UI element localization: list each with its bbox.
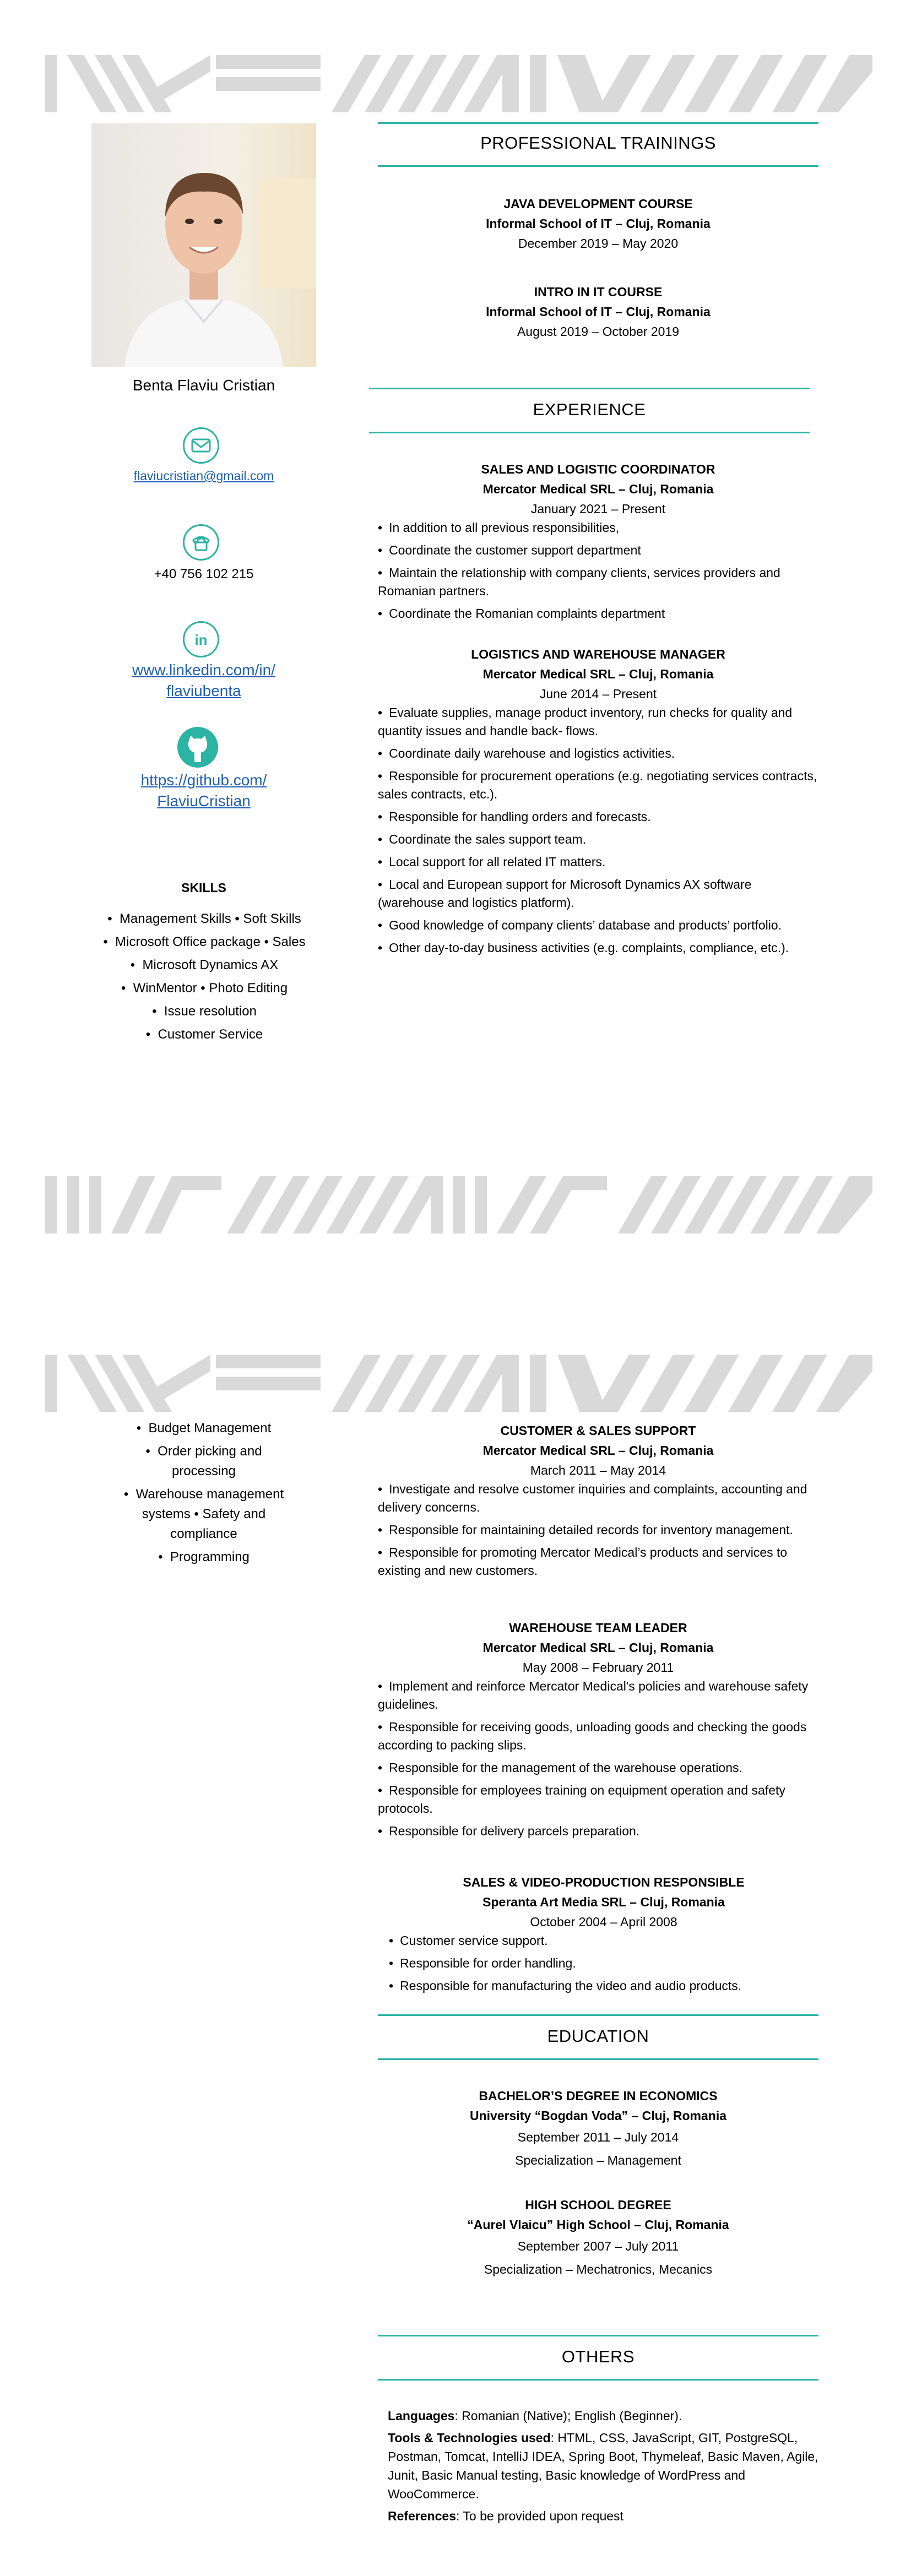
education-school: University “Bogdan Voda” – Cluj, Romania xyxy=(469,2108,727,2123)
education-degree: HIGH SCHOOL DEGREE xyxy=(525,2198,671,2212)
job-bullet: • Good knowledge of company clients’ database and products’ portfolio. xyxy=(378,916,818,934)
education-specialization: Specialization – Management xyxy=(515,2153,681,2167)
skill-line: systems • Safety and xyxy=(142,1507,266,1521)
job-bullet: • Responsible for maintaining detailed records for inventory management. xyxy=(378,1521,818,1539)
job-title: LOGISTICS AND WAREHOUSE MANAGER xyxy=(471,647,725,661)
skills-title: SKILLS xyxy=(181,881,226,895)
trainings-rule-bottom xyxy=(378,165,818,167)
email-icon xyxy=(183,427,219,464)
svg-text:in: in xyxy=(194,632,208,648)
experience-rule-top xyxy=(369,388,810,389)
decorative-band-page2 xyxy=(45,1355,872,1412)
email-link[interactable]: flaviucristian@gmail.com xyxy=(133,469,274,483)
job-company: Mercator Medical SRL – Cluj, Romania xyxy=(482,1443,714,1458)
skill-line: • Order picking and xyxy=(145,1444,262,1459)
training-dates: August 2019 – October 2019 xyxy=(517,324,680,339)
training-org: Informal School of IT – Cluj, Romania xyxy=(486,216,711,231)
languages-label: Languages xyxy=(388,2409,455,2423)
experience-rule-bottom xyxy=(369,432,810,433)
job-bullet: • Coordinate the Romanian complaints department xyxy=(378,605,818,623)
job-bullet: • Responsible for the management of the warehouse operations. xyxy=(378,1759,818,1777)
education-dates: September 2011 – July 2014 xyxy=(517,2130,679,2144)
others-title: OTHERS xyxy=(561,2347,635,2366)
job-company: Speranta Art Media SRL – Cluj, Romania xyxy=(482,1895,725,1909)
job-bullet: • Responsible for handling orders and forecasts. xyxy=(378,808,818,826)
education-rule-top xyxy=(378,2014,818,2016)
job-company: Mercator Medical SRL – Cluj, Romania xyxy=(482,482,714,496)
job-title: SALES AND LOGISTIC COORDINATOR xyxy=(481,462,715,476)
job-bullet: • Coordinate daily warehouse and logistics activities. xyxy=(378,744,818,763)
tools-label: Tools & Technologies used xyxy=(388,2431,551,2445)
github-link-line2: FlaviuCristian xyxy=(157,792,251,809)
job-bullet: • Customer service support. xyxy=(389,1932,818,1950)
job-title: WAREHOUSE TEAM LEADER xyxy=(509,1621,687,1635)
training-title: JAVA DEVELOPMENT COURSE xyxy=(503,197,693,211)
education-dates: September 2007 – July 2011 xyxy=(517,2239,679,2253)
job-title: CUSTOMER & SALES SUPPORT xyxy=(500,1423,696,1438)
job-bullet: • Responsible for delivery parcels preparation. xyxy=(378,1822,818,1840)
job-bullet: • Responsible for order handling. xyxy=(389,1954,818,1972)
job-bullet: • In addition to all previous responsibilities, xyxy=(378,519,818,537)
linkedin-link[interactable] xyxy=(91,660,316,702)
job-bullet: • Investigate and resolve customer inquiries and complaints, accounting and delivery concerns. xyxy=(378,1480,818,1517)
job-entry xyxy=(389,1872,818,1999)
education-school: “Aurel Vlaicu” High School – Cluj, Romania xyxy=(467,2218,729,2232)
skill-line: • WinMentor • Photo Editing xyxy=(121,981,288,996)
job-bullet: • Evaluate supplies, manage product inventory, run checks for quality and quantity issues and handle back- flows. xyxy=(378,704,818,740)
skill-line: • Microsoft Dynamics AX xyxy=(130,958,279,972)
education-rule-bottom xyxy=(378,2058,818,2060)
skill-line: • Customer Service xyxy=(145,1027,263,1042)
job-bullet: • Implement and reinforce Mercator Medical's policies and warehouse safety guidelines. xyxy=(378,1677,818,1714)
github-icon xyxy=(176,726,219,769)
person-name: Benta Flaviu Cristian xyxy=(132,377,275,394)
references-line xyxy=(388,2507,823,2525)
tools-value: : HTML, CSS, JavaScript, GIT, PostgreSQL, Postman, Tomcat, IntelliJ IDEA, Spring Boot, Thymeleaf, Basic Maven, Agile, Junit, Basic Manual testing, Basic knowledge of WordPress and WooCommerce. xyxy=(388,2431,818,2501)
job-bullet: • Responsible for receiving goods, unloading goods and checking the goods according to packing slips. xyxy=(378,1718,818,1754)
training-item xyxy=(378,194,818,253)
trainings-title: PROFESSIONAL TRAININGS xyxy=(480,133,716,153)
references-label: References xyxy=(388,2509,457,2523)
job-entry xyxy=(378,1618,818,1845)
job-bullet: • Other day-to-day business activities (e.g. complaints, compliance, etc.). xyxy=(378,939,818,957)
training-title: INTRO IN IT COURSE xyxy=(534,285,663,299)
skills-list-continued xyxy=(91,1419,316,1567)
job-entry xyxy=(378,644,818,961)
github-link[interactable] xyxy=(91,770,316,812)
job-bullet: • Responsible for manufacturing the video and audio products. xyxy=(389,1977,818,1995)
job-bullet: • Maintain the relationship with company clients, services providers and Romanian partners. xyxy=(378,564,818,600)
job-bullet: • Coordinate the customer support department xyxy=(378,541,818,559)
job-company: Mercator Medical SRL – Cluj, Romania xyxy=(482,667,714,681)
others-rule-bottom xyxy=(378,2379,818,2381)
experience-title: EXPERIENCE xyxy=(533,400,646,419)
others-rule-top xyxy=(378,2335,818,2336)
profile-photo xyxy=(91,123,316,367)
job-dates: March 2011 – May 2014 xyxy=(530,1463,666,1477)
phone-number: +40 756 102 215 xyxy=(154,567,254,581)
skill-line: • Microsoft Office package • Sales xyxy=(103,934,306,949)
skill-line: • Management Skills • Soft Skills xyxy=(107,911,301,926)
job-title: SALES & VIDEO-PRODUCTION RESPONSIBLE xyxy=(463,1875,745,1889)
education-degree: BACHELOR’S DEGREE IN ECONOMICS xyxy=(479,2089,718,2103)
references-value: : To be provided upon request xyxy=(456,2509,623,2523)
education-item xyxy=(378,2086,818,2172)
linkedin-icon xyxy=(183,621,219,657)
skill-line: compliance xyxy=(170,1526,237,1541)
job-dates: January 2021 – Present xyxy=(530,502,666,516)
job-bullet: • Coordinate the sales support team. xyxy=(378,830,818,849)
training-item xyxy=(378,282,818,341)
skill-line: • Programming xyxy=(158,1550,250,1564)
skill-line: • Budget Management xyxy=(136,1421,272,1436)
job-dates: June 2014 – Present xyxy=(539,687,657,701)
phone-icon xyxy=(183,524,219,561)
skills-list xyxy=(80,907,328,1046)
job-bullet: • Responsible for procurement operations (e.g. negotiating services contracts, sales contracts, etc.). xyxy=(378,767,818,803)
languages-line xyxy=(388,2406,823,2425)
others-section xyxy=(388,2406,823,2529)
job-entry xyxy=(378,459,818,627)
skill-line: processing xyxy=(171,1464,236,1479)
linkedin-link-line1: www.linkedin.com/in/ xyxy=(132,661,275,678)
decorative-band-middle xyxy=(45,1176,872,1233)
job-dates: May 2008 – February 2011 xyxy=(522,1660,674,1675)
trainings-rule-top xyxy=(378,122,818,124)
job-bullet: • Local support for all related IT matters. xyxy=(378,853,818,871)
linkedin-link-line2: flaviubenta xyxy=(166,682,241,699)
job-bullet: • Responsible for employees training on equipment operation and safety protocols. xyxy=(378,1781,818,1818)
training-org: Informal School of IT – Cluj, Romania xyxy=(486,305,711,319)
training-dates: December 2019 – May 2020 xyxy=(518,236,679,251)
tools-line xyxy=(388,2428,823,2503)
skill-line: • Warehouse management xyxy=(123,1487,284,1502)
education-specialization: Specialization – Mechatronics, Mecanics xyxy=(484,2262,713,2276)
job-bullet: • Local and European support for Microsoft Dynamics AX software (warehouse and logistics platform). xyxy=(378,876,818,912)
github-link-line1: https://github.com/ xyxy=(140,771,267,789)
job-company: Mercator Medical SRL – Cluj, Romania xyxy=(482,1640,714,1655)
languages-value: : Romanian (Native); English (Beginner). xyxy=(454,2409,682,2423)
decorative-band-top xyxy=(45,55,872,112)
education-item xyxy=(378,2195,818,2281)
job-dates: October 2004 – April 2008 xyxy=(530,1915,677,1929)
skill-line: • Issue resolution xyxy=(152,1004,257,1019)
education-title: EDUCATION xyxy=(547,2026,649,2046)
job-bullet: • Responsible for promoting Mercator Medical’s products and services to existing and new customers. xyxy=(378,1544,818,1580)
job-entry xyxy=(378,1421,818,1584)
